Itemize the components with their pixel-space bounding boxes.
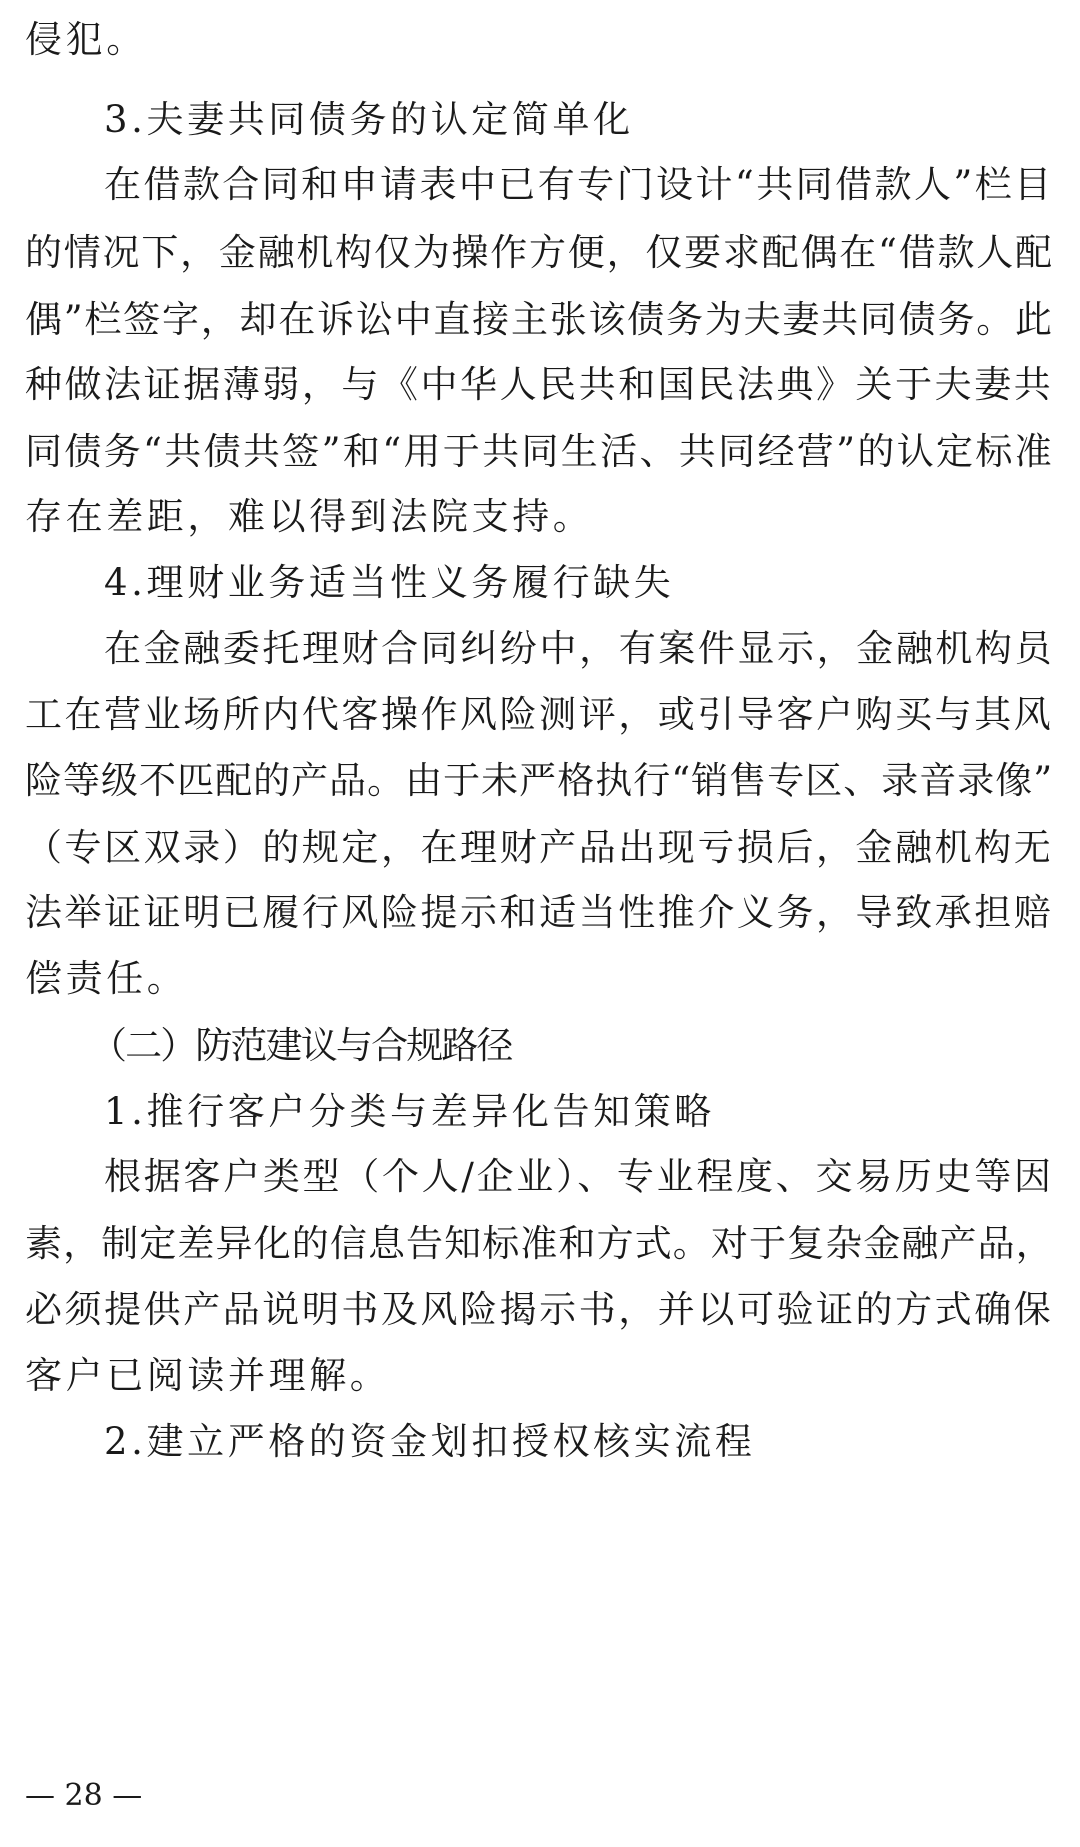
text-line: 根据客户类型（个人/企业）、专业程度、交易历史等因 xyxy=(104,1155,1054,1198)
text-line: 种做法证据薄弱，与《中华人民共和国民法典》关于夫妻共 xyxy=(25,363,1054,406)
subheading: 3.夫妻共同债务的认定简单化 xyxy=(104,98,634,141)
section-heading: （二）防范建议与合规路径 xyxy=(90,1024,512,1067)
text-line: 偶”栏签字，却在诉讼中直接主张该债务为夫妻共同债务。此 xyxy=(25,298,1054,341)
text-line: 偿责任。 xyxy=(25,957,188,1000)
text-line: 在金融委托理财合同纠纷中，有案件显示，金融机构员 xyxy=(104,627,1055,670)
text-line: 客户已阅读并理解。 xyxy=(25,1354,391,1397)
text-line: 同债务“共债共签”和“用于共同生活、共同经营”的认定标准 xyxy=(25,430,1055,473)
text-line: 侵犯。 xyxy=(25,18,147,61)
text-line: 工在营业场所内代客操作风险测评，或引导客户购买与其风 xyxy=(25,693,1054,736)
text-line: 险等级不匹配的产品。由于未严格执行“销售专区、录音录像” xyxy=(25,759,1054,802)
subheading: 2.建立严格的资金划扣授权核实流程 xyxy=(104,1420,756,1463)
subheading: 1.推行客户分类与差异化告知策略 xyxy=(104,1090,715,1133)
text-line: （专区双录）的规定，在理财产品出现亏损后，金融机构无 xyxy=(25,826,1054,869)
text-line: 存在差距，难以得到法院支持。 xyxy=(25,495,594,538)
text-line: 在借款合同和申请表中已有专门设计“共同借款人”栏目 xyxy=(104,163,1054,206)
text-line: 法举证证明已履行风险提示和适当性推介义务，导致承担赔 xyxy=(25,891,1054,934)
text-line: 素，制定差异化的信息告知标准和方式。对于复杂金融产品， xyxy=(25,1222,1054,1265)
page-number: — 28 — xyxy=(25,1778,143,1813)
text-line: 的情况下，金融机构仅为操作方便，仅要求配偶在“借款人配 xyxy=(25,231,1054,274)
subheading: 4.理财业务适当性义务履行缺失 xyxy=(104,561,675,604)
text-line: 必须提供产品说明书及风险揭示书，并以可验证的方式确保 xyxy=(25,1288,1054,1331)
